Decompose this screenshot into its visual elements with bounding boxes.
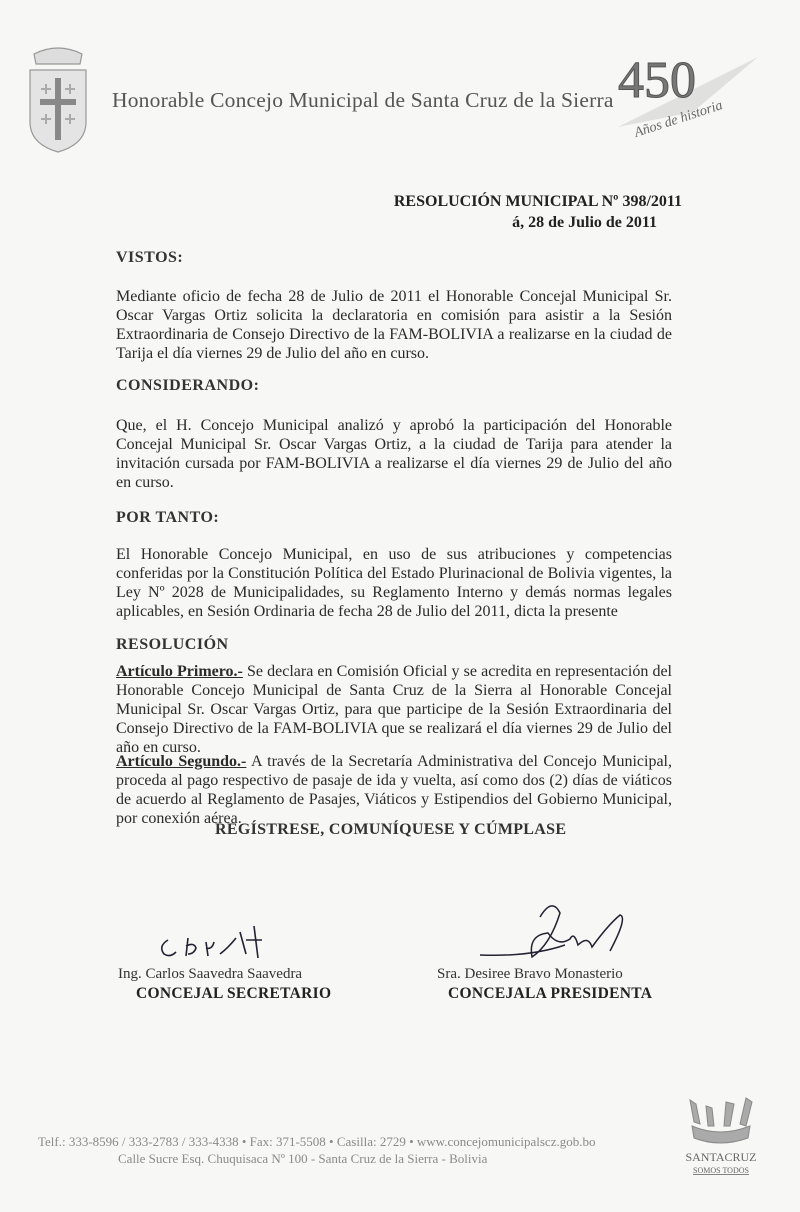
vistos-text: Mediante oficio de fecha 28 de Julio de 2011 el Honorable Concejal Municipal Sr. Oscar Vargas Ortiz solicita la declaratoria en comisión para asistir a la Sesión Extraordinaria de Consejo Directivo de la FAM-BOLIVIA a realizarse en la ciudad de Tarija el día viernes 29 de Julio del año en curso.	[116, 288, 672, 362]
santa-cruz-logo	[676, 1092, 766, 1178]
articulo-segundo-text: A través de la Secretaría Administrativa del Concejo Municipal, proceda al pago respectivo de pasaje de ida y vuelta, así como dos (2) días de viáticos de acuerdo al Reglamento de Pasajes, Viáticos y Estipendios del Gobierno Municipal, por conexión aérea.	[116, 753, 672, 827]
considerando-text: Que, el H. Concejo Municipal analizó y aprobó la participación del Honorable Concejal Municipal Sr. Oscar Vargas Ortiz, a la ciudad de Tarija para atender la invitación cursada por FAM-BOLIVIA a realizarse el día viernes 29 de Julio del año en curso.	[116, 417, 672, 491]
left-signature-scribble	[150, 918, 300, 968]
vistos-heading: VISTOS:	[116, 249, 184, 266]
considerando-heading: CONSIDERANDO:	[116, 377, 260, 394]
coat-of-arms-logo	[24, 44, 92, 156]
right-signatory-title: CONCEJALA PRESIDENTA	[448, 985, 653, 1002]
anniversary-tagline: Años de historia	[632, 98, 725, 141]
right-signatory-name: Sra. Desiree Bravo Monasterio	[437, 966, 623, 982]
logo-text-somos-todos: SOMOS TODOS	[693, 1166, 749, 1175]
closing-formula: REGÍSTRESE, COMUNÍQUESE Y CÚMPLASE	[215, 821, 567, 838]
resolution-date: á, 28 de Julio de 2011	[512, 214, 657, 231]
450-anniversary-logo	[598, 42, 768, 154]
resolucion-heading: RESOLUCIÓN	[116, 636, 229, 653]
footer-contact-line: Telf.: 333-8596 / 333-2783 / 333-4338 • Fax: 371-5508 • Casilla: 2729 • www.concejomunicipalscz.gob.bo	[38, 1134, 596, 1149]
por-tanto-heading: POR TANTO:	[116, 509, 220, 526]
articulo-primero-text: Se declara en Comisión Oficial y se acredita en representación del Honorable Concejo Municipal de Santa Cruz de la Sierra al Honorable Concejal Municipal Sr. Oscar Vargas Ortiz, para que participe de la Sesión Extraordinaria del Consejo Directivo de la FAM-BOLIVIA que se realizará el día viernes 29 de Julio del año en curso.	[116, 663, 672, 756]
articulo-primero-label: Artículo Primero.-	[116, 663, 243, 680]
por-tanto-text: El Honorable Concejo Municipal, en uso de sus atribuciones y competencias conferidas por la Constitución Política del Estado Plurinacional de Bolivia vigentes, la Ley Nº 2028 de Municipalidades, su Reglamento Interno y demás normas legales aplicables, en Sesión Ordinaria de fecha 28 de Julio del 2011, dicta la presente	[116, 546, 672, 620]
anniversary-number: 450	[618, 52, 696, 109]
resolution-number: RESOLUCIÓN MUNICIPAL Nº 398/2011	[393, 193, 682, 210]
logo-text-santacruz: SANTACRUZ	[685, 1150, 757, 1164]
left-signatory-title: CONCEJAL SECRETARIO	[136, 985, 332, 1002]
left-signatory-name: Ing. Carlos Saavedra Saavedra	[118, 966, 303, 982]
articulo-segundo-label: Artículo Segundo.-	[116, 753, 247, 770]
footer-address-line: Calle Sucre Esq. Chuquisaca Nº 100 - Santa Cruz de la Sierra - Bolivia	[118, 1151, 488, 1166]
organization-name: Honorable Concejo Municipal de Santa Cruz de la Sierra	[112, 88, 614, 112]
right-signature-scribble	[470, 895, 640, 975]
articulo-primero	[116, 662, 672, 757]
articulo-segundo	[116, 752, 672, 828]
